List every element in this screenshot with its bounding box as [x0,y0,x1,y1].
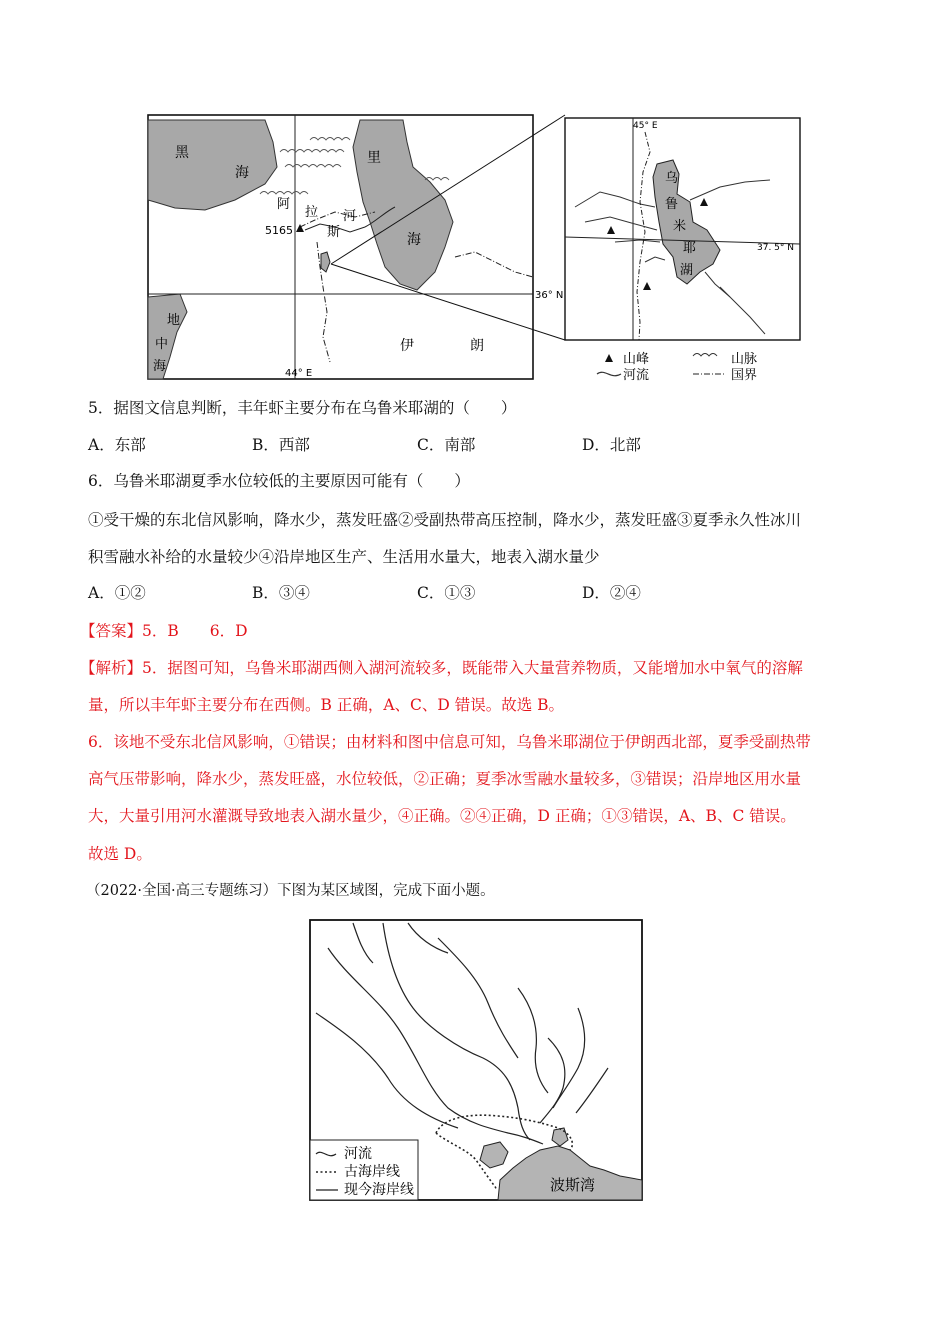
label-lake-3: 米 [673,219,687,234]
analysis-label: 【解析】 [80,659,143,677]
answer-text: 5．B 6．D [142,622,248,640]
label-aras-1: 阿 [277,197,291,212]
label-med-1: 地 [167,313,181,328]
label-aras-4: 河 [343,209,357,224]
label-lon-45: 45° E [633,121,658,131]
label-med-3: 海 [153,359,167,374]
label-lat-36: 36° N [535,290,564,301]
q5-option-c: C．南部 [417,436,476,454]
label-persian-gulf: 波斯湾 [550,1176,596,1194]
analysis-line-6: 故选 D。 [88,845,152,863]
q5-option-b: B．西部 [252,436,310,454]
label-lon-44: 44° E [285,368,313,379]
analysis-line-4: 高气压带影响，降水少，蒸发旺盛，水位较低，②正确；夏季冰雪融水量较多，③错误；沿岸地区用水量 [88,770,802,788]
q6-option-b: B．③④ [252,584,310,602]
legend-range-label: 山脉 [731,352,758,367]
legend-river-label: 河流 [623,368,650,382]
analysis-line-2: 量，所以丰年虾主要分布在西侧。B 正确，A、C、D 错误。故选 B。 [88,696,565,714]
label-black-sea-1: 黑 [175,145,189,161]
legend-border-label: 国界 [731,368,758,382]
q6-option-a: A．①② [88,584,146,602]
q6-option-d: D．②④ [582,584,641,602]
label-peak-height: 5165 [265,224,293,237]
label-lake-5: 湖 [680,263,694,278]
region-map-caspian [145,112,805,382]
label-lake-2: 鲁 [665,197,679,212]
legend-ancient-coast-label: 古海岸线 [344,1164,400,1180]
label-black-sea-2: 海 [235,165,249,181]
analysis-line-1: 【解析】5．据图可知，乌鲁米耶湖西侧入湖河流较多，既能带入大量营养物质，又能增加水中氧气的溶解 [80,659,803,677]
label-lat-37-5: 37. 5° N [757,243,794,253]
q5-stem: 5．据图文信息判断，丰年虾主要分布在乌鲁米耶湖的（ ） [88,399,517,417]
q5-option-d: D．北部 [582,436,641,454]
q6-option-c: C．①③ [417,584,476,602]
region-map-persian-gulf [308,918,644,1204]
intro-text: （2022·全国·高三专题练习）下图为某区域图，完成下面小题。 [86,883,495,899]
analysis-line-5: 大，大量引用河水灌溉导致地表入湖水量少，④正确。②④正确，D 正确；①③错误，A、B、C 错误。 [88,807,796,825]
label-caspian-1: 里 [367,150,381,166]
label-aras-3: 斯 [327,225,341,240]
label-caspian-2: 海 [407,232,421,248]
label-lake-4: 耶 [683,241,697,256]
q6-stem: 6．乌鲁米耶湖夏季水位较低的主要原因可能有（ ） [88,472,470,490]
label-iran-1: 伊 [400,338,414,354]
answer-line [80,620,248,642]
analysis-line-3: 6．该地不受东北信风影响，①错误；由材料和图中信息可知，乌鲁米耶湖位于伊朗西北部，夏季受副热带 [88,733,811,751]
legend-river-label-2: 河流 [344,1146,372,1162]
label-med-2: 中 [155,337,169,352]
legend-modern-coast-label: 现今海岸线 [344,1182,414,1198]
q6-statement-line-2: 积雪融水补给的水量较少④沿岸地区生产、生活用水量大，地表入湖水量少 [88,548,600,566]
label-lake-1: 乌 [665,171,679,186]
legend-peak-label: 山峰 [623,352,650,367]
q5-option-a: A．东部 [88,436,146,454]
q6-statement-line-1: ①受干燥的东北信风影响，降水少，蒸发旺盛②受副热带高压控制，降水少，蒸发旺盛③夏季永久性冰川 [88,511,802,529]
label-aras-2: 拉 [305,205,319,220]
label-iran-2: 朗 [470,338,484,354]
answer-label: 【答案】 [80,622,143,640]
